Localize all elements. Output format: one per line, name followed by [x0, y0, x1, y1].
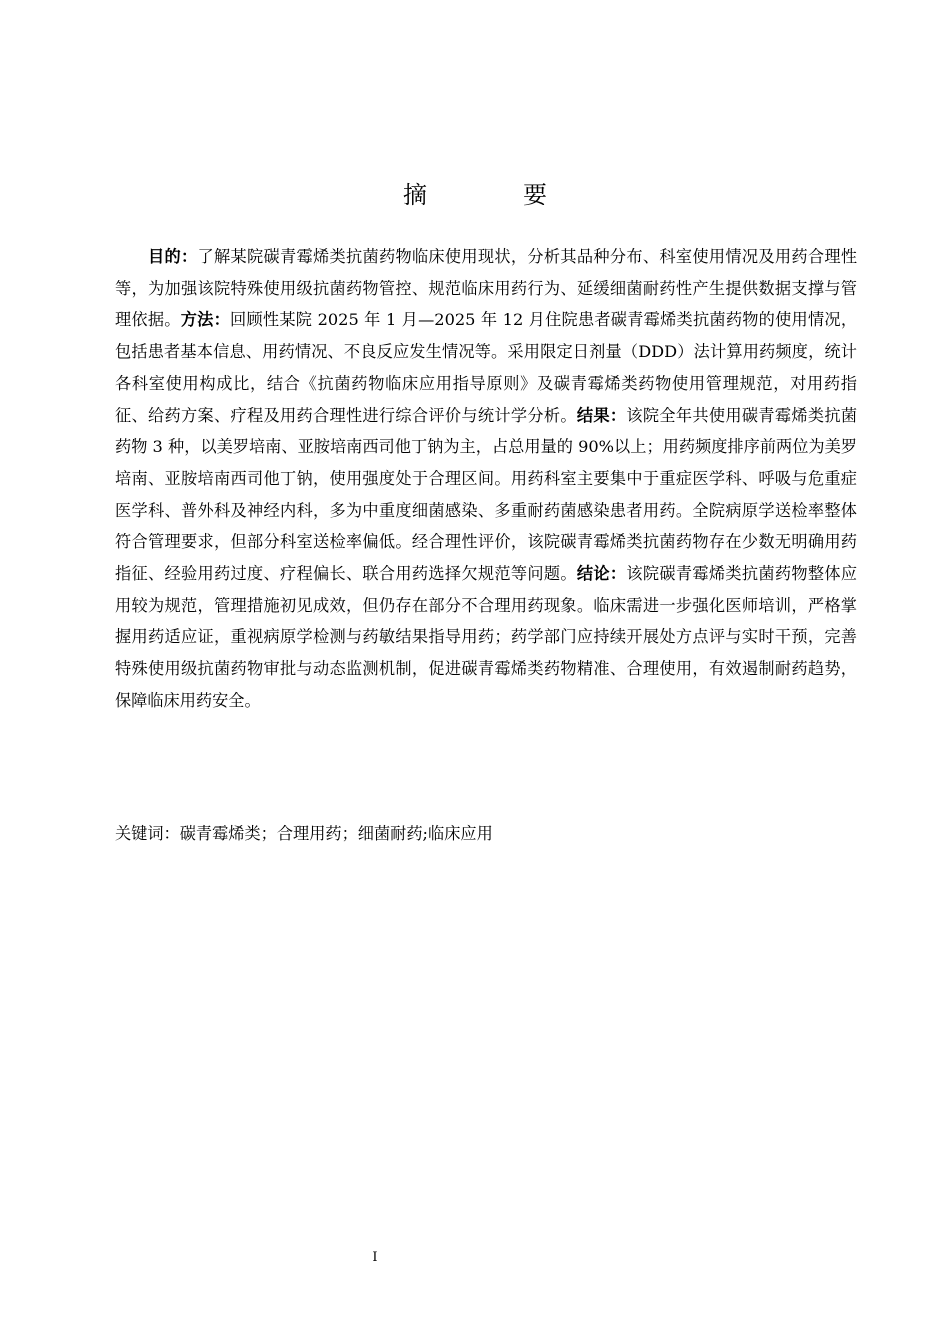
- page-number: I: [372, 1250, 378, 1265]
- abstract-paragraph: [115, 241, 857, 717]
- conclusion-label: 结论：: [576, 564, 627, 584]
- results-text: 该院全年共使用碳青霉烯类抗菌药物 3 种，以美罗培南、亚胺培南西司他丁钠为主，占总用量的 90%以上；用药频度排序前两位为美罗培南、亚胺培南西司他丁钠，使用强度处于合理区间。用药科室主要集中于重症医学科、呼吸与危重症医学科、普外科及神经内科，多为中重度细菌感染、多重耐药菌感染患者用药。全院病原学送检率整体符合管理要求，但部分科室送检率偏低。经合理性评价，该院碳青霉烯类抗菌药物存在少数无明确用药指征、经验用药过度、疗程偏长、联合用药选择欠规范等问题。: [115, 405, 858, 584]
- keywords-label: 关键词：: [115, 824, 180, 843]
- objective-text: 了解某院碳青霉烯类抗菌药物临床使用现状，分析其品种分布、科室使用情况及用药合理性等，为加强该院特殊使用级抗菌药物管控、规范临床用药行为、延缓细菌耐药性产生提供数据支撑与管理依据。: [115, 247, 858, 330]
- keywords-line: [115, 818, 857, 850]
- objective-label: 目的：: [148, 247, 198, 266]
- methods-label: 方法：: [180, 310, 231, 330]
- page-title: 摘 要: [403, 181, 583, 209]
- methods-text: 回顾性某院 2025 年 1 月—2025 年 12 月住院患者碳青霉烯类抗菌药物的使用情况，包括患者基本信息、用药情况、不良反应发生情况等。采用限定日剂量（DDD）法计算用药频度，统计各科室使用构成比，结合《抗菌药物临床应用指导原则》及碳青霉烯类药物使用管理规范，对用药指征、给药方案、疗程及用药合理性进行综合评价与统计学分析。: [115, 310, 858, 425]
- keywords-text: 碳青霉烯类；合理用药；细菌耐药;临床应用: [179, 824, 493, 843]
- conclusion-text: 该院碳青霉烯类抗菌药物整体应用较为规范，管理措施初见成效，但仍存在部分不合理用药现象。临床需进一步强化医师培训，严格掌握用药适应证，重视病原学检测与药敏结果指导用药；药学部门应持续开展处方点评与实时干预，完善特殊使用级抗菌药物审批与动态监测机制，促进碳青霉烯类药物精准、合理使用，有效遏制耐药趋势，保障临床用药安全。: [115, 564, 858, 710]
- results-label: 结果：: [576, 405, 627, 425]
